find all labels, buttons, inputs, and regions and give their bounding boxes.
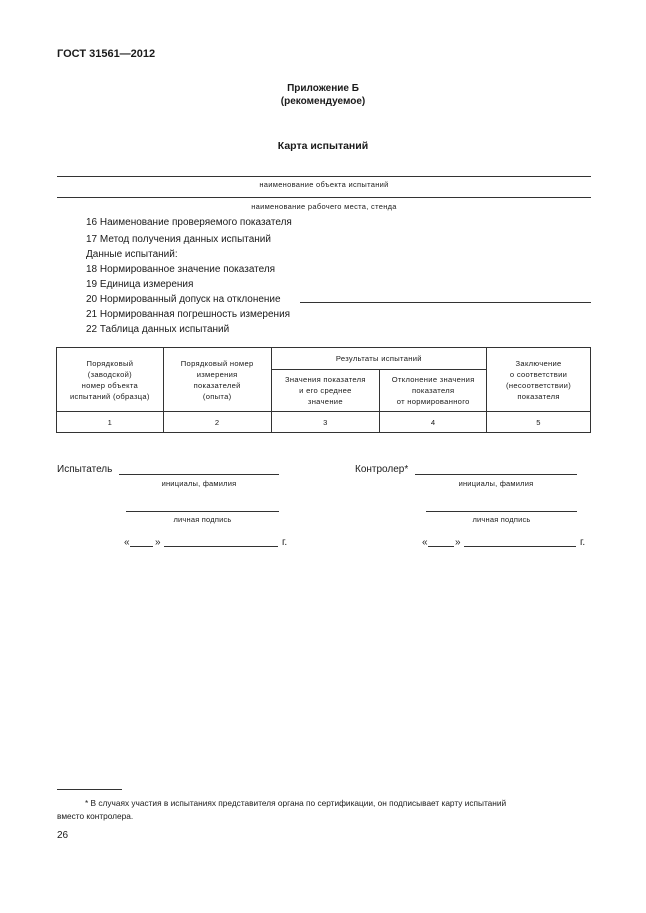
col-number: 3 bbox=[271, 412, 380, 433]
card-title: Карта испытаний bbox=[277, 140, 369, 152]
workplace-caption: наименование рабочего места, стенда bbox=[251, 202, 397, 211]
appendix-heading bbox=[0, 82, 646, 108]
footnote-separator bbox=[57, 789, 122, 790]
tester-signature-line bbox=[126, 511, 279, 512]
controller-label: Контролер* bbox=[355, 464, 409, 475]
footnote-line-2: вместо контролера. bbox=[57, 810, 134, 821]
item-20: 20 Нормированный допуск на отклонение bbox=[86, 294, 281, 305]
results-header: Результаты испытаний bbox=[271, 348, 487, 370]
item-18: 18 Нормированное значение показателя bbox=[86, 264, 276, 275]
controller-day-line bbox=[428, 546, 454, 547]
tester-year-suffix: г. bbox=[282, 537, 288, 548]
col-number: 2 bbox=[163, 412, 271, 433]
column-number-row bbox=[57, 412, 591, 433]
tester-date-close: » bbox=[155, 537, 161, 548]
footnote bbox=[57, 797, 595, 822]
item-19: 19 Единица измерения bbox=[86, 279, 194, 290]
tester-signature-caption: личная подпись bbox=[173, 515, 232, 524]
object-line bbox=[57, 176, 591, 177]
workplace-line bbox=[57, 197, 591, 198]
col-number: 4 bbox=[380, 412, 487, 433]
col5-header: Заключение о соответствии (несоответствии) показателя bbox=[487, 348, 591, 412]
item-16: 16 Наименование проверяемого показателя bbox=[86, 217, 292, 228]
tester-label: Испытатель bbox=[57, 464, 113, 475]
object-caption: наименование объекта испытаний bbox=[259, 180, 389, 189]
col-number: 5 bbox=[487, 412, 591, 433]
item-17: 17 Метод получения данных испытаний bbox=[86, 234, 271, 245]
col-number: 1 bbox=[57, 412, 164, 433]
col3-header: Значения показателя и его среднее значение bbox=[271, 370, 380, 412]
tester-name-line bbox=[119, 474, 279, 475]
page-number: 26 bbox=[57, 830, 69, 841]
controller-year-suffix: г. bbox=[580, 537, 586, 548]
test-data-label: Данные испытаний: bbox=[86, 249, 178, 260]
controller-date-close: » bbox=[455, 537, 461, 548]
col4-header: Отклонение значения показателя от нормированного bbox=[380, 370, 487, 412]
item-22: 22 Таблица данных испытаний bbox=[86, 324, 230, 335]
controller-signature-caption: личная подпись bbox=[472, 515, 531, 524]
item-21: 21 Нормированная погрешность измерения bbox=[86, 309, 291, 320]
tester-initials-caption: инициалы, фамилия bbox=[161, 479, 237, 488]
controller-month-line bbox=[464, 546, 576, 547]
controller-signature-line bbox=[426, 511, 577, 512]
col2-header: Порядковый номер измерения показателей (опыта) bbox=[163, 348, 271, 412]
appendix-title: Приложение Б bbox=[287, 83, 359, 94]
controller-name-line bbox=[415, 474, 577, 475]
footnote-line-1: * В случаях участия в испытаниях представителя органа по сертификации, он подписывает карту испытаний bbox=[85, 798, 507, 808]
appendix-subtitle: (рекомендуемое) bbox=[280, 96, 366, 107]
document-header: ГОСТ 31561—2012 bbox=[57, 48, 156, 60]
controller-date-open: « bbox=[422, 537, 428, 548]
controller-initials-caption: инициалы, фамилия bbox=[458, 479, 534, 488]
test-data-table bbox=[56, 347, 591, 433]
tester-day-line bbox=[130, 546, 153, 547]
item-20-fill-line bbox=[300, 302, 591, 303]
tester-date-open: « bbox=[124, 537, 130, 548]
col1-header: Порядковый (заводской) номер объекта испытаний (образца) bbox=[57, 348, 164, 412]
tester-month-line bbox=[164, 546, 278, 547]
